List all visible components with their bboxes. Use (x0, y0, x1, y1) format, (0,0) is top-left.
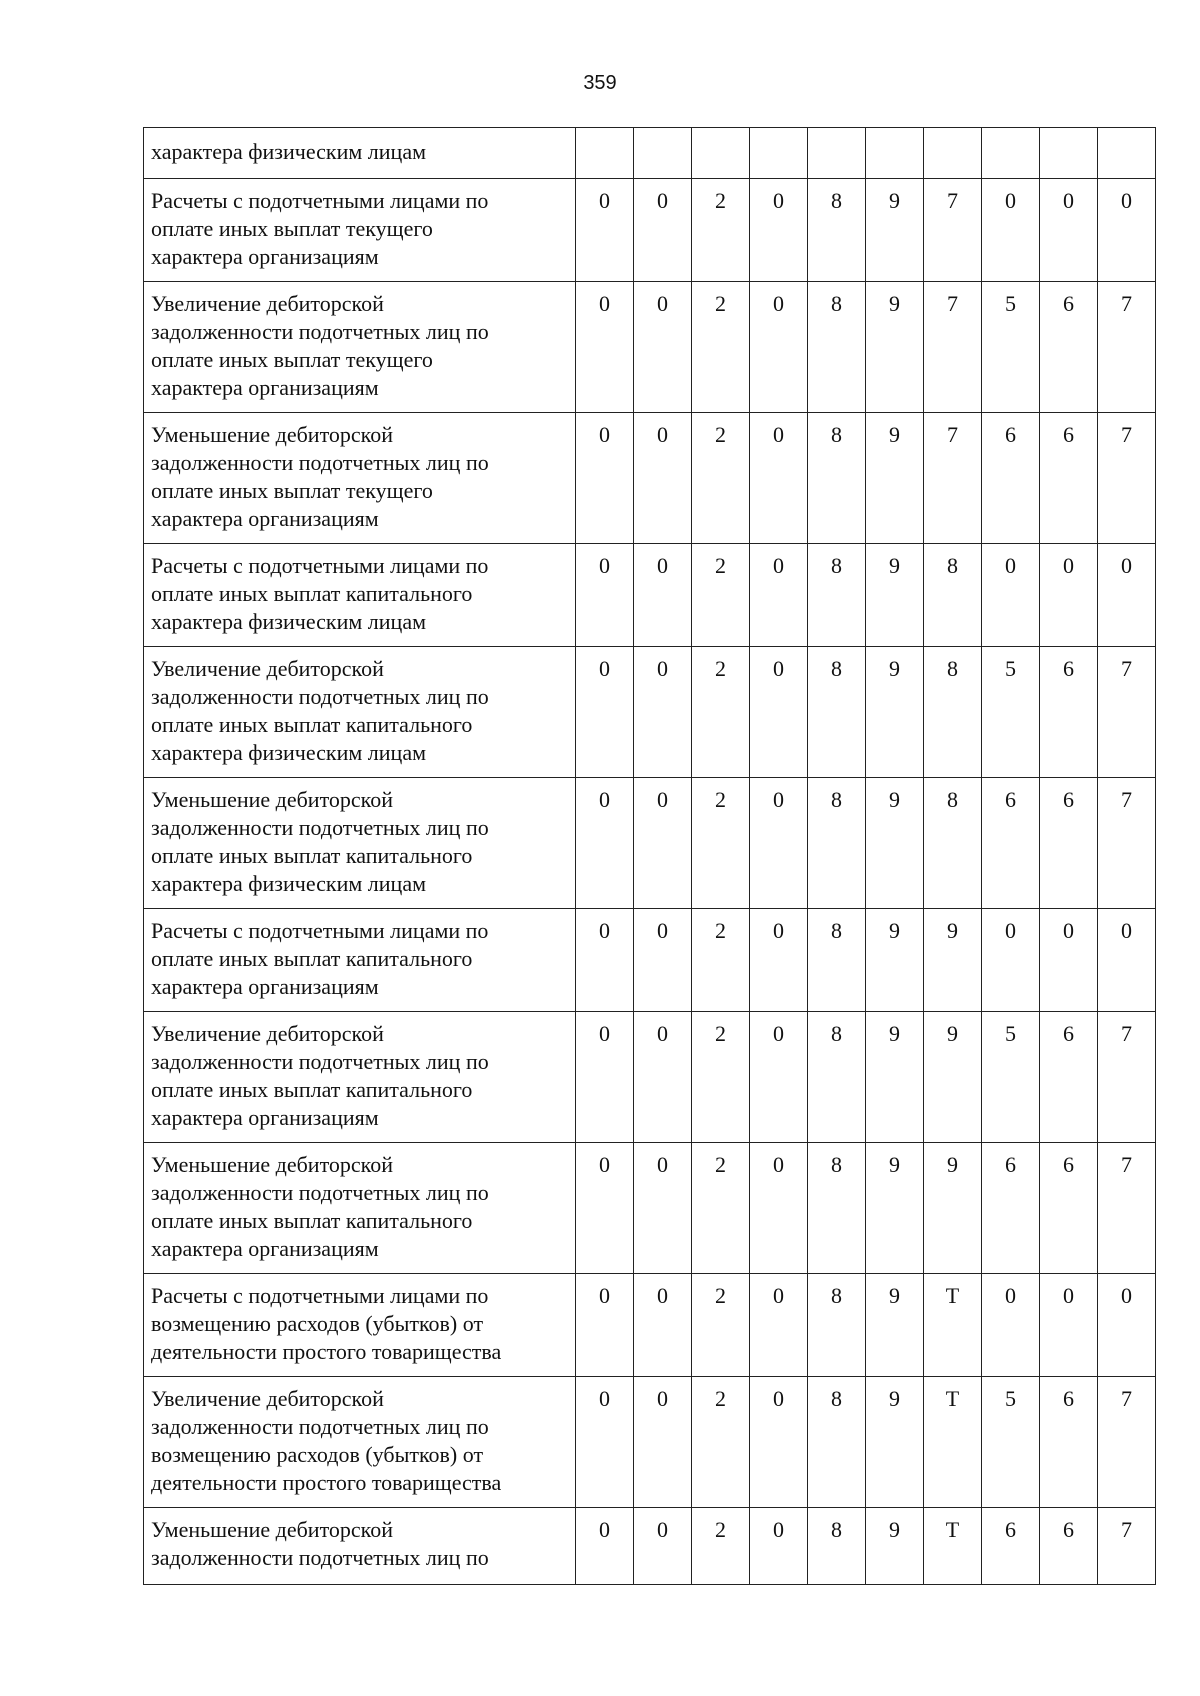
code-digit-cell: 9 (866, 1012, 924, 1143)
code-digit-cell: 6 (1040, 1508, 1098, 1585)
code-digit-cell: 0 (982, 1274, 1040, 1377)
code-digit-cell: 0 (634, 1508, 692, 1585)
code-digit-cell: 7 (1098, 282, 1156, 413)
code-digit-cell: 9 (866, 909, 924, 1012)
code-digit-cell: Т (924, 1274, 982, 1377)
description-line: оплате иных выплат капитального (151, 946, 473, 971)
account-description-cell (144, 1274, 576, 1377)
code-digit-cell: 6 (982, 778, 1040, 909)
description-line: Уменьшение дебиторской (151, 1517, 394, 1542)
code-digit-cell: 0 (576, 282, 634, 413)
code-digit-cell: 0 (750, 1274, 808, 1377)
code-digit-cell: 0 (576, 909, 634, 1012)
code-digit-cell: 0 (1098, 544, 1156, 647)
code-digit-cell: 2 (692, 647, 750, 778)
description-line: Увеличение дебиторской (151, 1021, 384, 1046)
code-digit-cell: 9 (924, 1143, 982, 1274)
code-digit-cell: 6 (1040, 413, 1098, 544)
code-digit-cell: 0 (982, 179, 1040, 282)
description-line: Увеличение дебиторской (151, 291, 384, 316)
code-digit-cell: 0 (1098, 1274, 1156, 1377)
code-digit-cell: 0 (634, 413, 692, 544)
code-digit-cell: 9 (866, 1377, 924, 1508)
code-digit-cell: 0 (634, 1143, 692, 1274)
code-digit-cell: 7 (1098, 778, 1156, 909)
code-digit-cell: 7 (1098, 647, 1156, 778)
code-digit-cell: 0 (982, 544, 1040, 647)
code-digit-cell: 0 (576, 1274, 634, 1377)
code-digit-cell: 8 (808, 909, 866, 1012)
code-digit-cell: 8 (808, 1274, 866, 1377)
account-code-table (143, 127, 1156, 1585)
code-digit-cell: 0 (750, 1012, 808, 1143)
table-row (144, 1012, 1156, 1143)
code-digit-cell: 2 (692, 778, 750, 909)
account-description-cell (144, 128, 576, 179)
account-description-cell (144, 647, 576, 778)
description-line: оплате иных выплат капитального (151, 843, 473, 868)
description-line: характера организациям (151, 506, 379, 531)
code-digit-cell: 6 (1040, 282, 1098, 413)
code-digit-cell: 0 (1098, 909, 1156, 1012)
code-digit-cell: 0 (750, 1143, 808, 1274)
description-line: возмещению расходов (убытков) от (151, 1442, 484, 1467)
description-line: характера организациям (151, 375, 379, 400)
description-line: характера организациям (151, 974, 379, 999)
table-row (144, 647, 1156, 778)
code-digit-cell: 0 (634, 1377, 692, 1508)
code-digit-cell: 0 (750, 647, 808, 778)
code-digit-cell: 8 (808, 544, 866, 647)
description-line: оплате иных выплат капитального (151, 712, 473, 737)
code-digit-cell: 9 (866, 1274, 924, 1377)
description-line: оплате иных выплат текущего (151, 478, 433, 503)
table-row (144, 1377, 1156, 1508)
code-digit-cell (982, 128, 1040, 179)
code-digit-cell: 0 (634, 909, 692, 1012)
code-digit-cell: 0 (1040, 1274, 1098, 1377)
code-digit-cell: 9 (866, 179, 924, 282)
code-digit-cell (808, 128, 866, 179)
code-digit-cell (750, 128, 808, 179)
code-digit-cell: 2 (692, 909, 750, 1012)
description-line: Увеличение дебиторской (151, 1386, 384, 1411)
account-description-cell (144, 282, 576, 413)
code-digit-cell: 0 (1040, 909, 1098, 1012)
code-digit-cell: 0 (750, 909, 808, 1012)
description-line: характера организациям (151, 1105, 379, 1130)
code-digit-cell: 0 (576, 1377, 634, 1508)
code-digit-cell: 8 (808, 413, 866, 544)
code-digit-cell: 0 (576, 1508, 634, 1585)
table-row (144, 282, 1156, 413)
code-digit-cell: 6 (1040, 647, 1098, 778)
table-row (144, 1143, 1156, 1274)
code-digit-cell: 8 (924, 647, 982, 778)
code-digit-cell: 7 (1098, 1143, 1156, 1274)
code-digit-cell: 9 (866, 1508, 924, 1585)
description-line: оплате иных выплат капитального (151, 581, 473, 606)
code-digit-cell: 5 (982, 282, 1040, 413)
description-line: оплате иных выплат текущего (151, 347, 433, 372)
code-digit-cell: 6 (982, 1143, 1040, 1274)
description-line: задолженности подотчетных лиц по (151, 815, 489, 840)
description-line: Уменьшение дебиторской (151, 787, 394, 812)
account-description-cell (144, 1377, 576, 1508)
code-digit-cell: 8 (808, 1143, 866, 1274)
code-digit-cell: 9 (866, 647, 924, 778)
description-line: Расчеты с подотчетными лицами по (151, 553, 489, 578)
code-digit-cell: 6 (1040, 1377, 1098, 1508)
description-line: возмещению расходов (убытков) от (151, 1311, 484, 1336)
code-digit-cell: 7 (924, 413, 982, 544)
table-row (144, 1508, 1156, 1585)
code-digit-cell: 8 (924, 544, 982, 647)
code-digit-cell: 0 (576, 179, 634, 282)
code-digit-cell: 0 (750, 778, 808, 909)
description-line: задолженности подотчетных лиц по (151, 1049, 489, 1074)
code-digit-cell: 2 (692, 1143, 750, 1274)
description-line: Расчеты с подотчетными лицами по (151, 188, 489, 213)
code-digit-cell: 0 (634, 282, 692, 413)
code-digit-cell: 7 (1098, 1377, 1156, 1508)
code-digit-cell: Т (924, 1508, 982, 1585)
page-number: 359 (583, 72, 617, 94)
code-digit-cell: 5 (982, 647, 1040, 778)
code-digit-cell: 0 (750, 544, 808, 647)
description-line: задолженности подотчетных лиц по (151, 684, 489, 709)
account-description-cell (144, 778, 576, 909)
code-digit-cell: 8 (808, 282, 866, 413)
code-digit-cell: 6 (1040, 778, 1098, 909)
code-digit-cell: 9 (866, 413, 924, 544)
code-digit-cell: 2 (692, 1012, 750, 1143)
description-line: характера физическим лицам (151, 609, 427, 634)
code-digit-cell: 0 (576, 778, 634, 909)
table-row (144, 544, 1156, 647)
code-digit-cell: 7 (924, 179, 982, 282)
code-digit-cell: 9 (866, 282, 924, 413)
code-digit-cell: 8 (808, 1508, 866, 1585)
code-digit-cell: 8 (808, 179, 866, 282)
code-digit-cell: 0 (750, 1508, 808, 1585)
description-line: оплате иных выплат текущего (151, 216, 433, 241)
code-digit-cell: 2 (692, 282, 750, 413)
code-digit-cell (576, 128, 634, 179)
code-digit-cell: 9 (866, 778, 924, 909)
description-line: оплате иных выплат капитального (151, 1077, 473, 1102)
code-digit-cell: 8 (808, 647, 866, 778)
table-row (144, 413, 1156, 544)
description-line: Уменьшение дебиторской (151, 1152, 394, 1177)
account-description-cell (144, 1143, 576, 1274)
code-digit-cell: 0 (634, 544, 692, 647)
code-digit-cell: 0 (1040, 544, 1098, 647)
account-description-cell (144, 909, 576, 1012)
code-digit-cell: 2 (692, 1274, 750, 1377)
code-digit-cell: 0 (634, 647, 692, 778)
code-digit-cell: 2 (692, 1508, 750, 1585)
code-digit-cell: 2 (692, 544, 750, 647)
description-line: характера организациям (151, 244, 379, 269)
description-line: задолженности подотчетных лиц по (151, 1180, 489, 1205)
code-digit-cell: 5 (982, 1012, 1040, 1143)
code-digit-cell: 0 (634, 1274, 692, 1377)
code-digit-cell: 2 (692, 1377, 750, 1508)
code-digit-cell: 0 (634, 179, 692, 282)
description-line: оплате иных выплат капитального (151, 1208, 473, 1233)
code-digit-cell: 7 (1098, 1508, 1156, 1585)
code-digit-cell: 6 (1040, 1012, 1098, 1143)
code-digit-cell: 5 (982, 1377, 1040, 1508)
code-digit-cell: 7 (924, 282, 982, 413)
account-description-cell (144, 179, 576, 282)
description-line: Уменьшение дебиторской (151, 422, 394, 447)
description-line: Увеличение дебиторской (151, 656, 384, 681)
code-digit-cell (1040, 128, 1098, 179)
description-line: характера организациям (151, 1236, 379, 1261)
code-digit-cell (1098, 128, 1156, 179)
code-digit-cell: 0 (576, 413, 634, 544)
account-code-table-body (144, 128, 1156, 1585)
code-digit-cell: 6 (982, 1508, 1040, 1585)
code-digit-cell: 7 (1098, 1012, 1156, 1143)
description-line: деятельности простого товарищества (151, 1470, 502, 1495)
code-digit-cell: 0 (982, 909, 1040, 1012)
account-description-cell (144, 1012, 576, 1143)
description-line: задолженности подотчетных лиц по (151, 1545, 489, 1570)
code-digit-cell: Т (924, 1377, 982, 1508)
table-row (144, 909, 1156, 1012)
account-description-cell (144, 413, 576, 544)
code-digit-cell: 0 (750, 282, 808, 413)
code-digit-cell: 2 (692, 413, 750, 544)
table-row (144, 128, 1156, 179)
account-description-cell (144, 544, 576, 647)
code-digit-cell: 6 (1040, 1143, 1098, 1274)
code-digit-cell: 8 (808, 1377, 866, 1508)
code-digit-cell: 0 (576, 544, 634, 647)
table-row (144, 778, 1156, 909)
description-line: Расчеты с подотчетными лицами по (151, 1283, 489, 1308)
code-digit-cell: 8 (924, 778, 982, 909)
description-line: характера физическим лицам (151, 740, 427, 765)
code-digit-cell (924, 128, 982, 179)
description-line: задолженности подотчетных лиц по (151, 1414, 489, 1439)
code-digit-cell: 0 (750, 179, 808, 282)
code-digit-cell: 6 (982, 413, 1040, 544)
code-digit-cell: 9 (866, 1143, 924, 1274)
code-digit-cell (692, 128, 750, 179)
code-digit-cell: 0 (750, 1377, 808, 1508)
code-digit-cell: 2 (692, 179, 750, 282)
table-row (144, 1274, 1156, 1377)
code-digit-cell: 0 (576, 1012, 634, 1143)
code-digit-cell: 9 (924, 1012, 982, 1143)
code-digit-cell: 0 (1040, 179, 1098, 282)
description-line: задолженности подотчетных лиц по (151, 450, 489, 475)
code-digit-cell: 7 (1098, 413, 1156, 544)
code-digit-cell: 0 (634, 778, 692, 909)
code-digit-cell: 8 (808, 1012, 866, 1143)
code-digit-cell: 8 (808, 778, 866, 909)
code-digit-cell: 9 (924, 909, 982, 1012)
description-line: характера физическим лицам (151, 139, 427, 164)
description-line: деятельности простого товарищества (151, 1339, 502, 1364)
code-digit-cell: 0 (750, 413, 808, 544)
code-digit-cell: 9 (866, 544, 924, 647)
description-line: задолженности подотчетных лиц по (151, 319, 489, 344)
code-digit-cell (866, 128, 924, 179)
table-row (144, 179, 1156, 282)
code-digit-cell: 0 (576, 647, 634, 778)
account-description-cell (144, 1508, 576, 1585)
description-line: Расчеты с подотчетными лицами по (151, 918, 489, 943)
code-digit-cell: 0 (576, 1143, 634, 1274)
code-digit-cell: 0 (1098, 179, 1156, 282)
code-digit-cell: 0 (634, 1012, 692, 1143)
code-digit-cell (634, 128, 692, 179)
description-line: характера физическим лицам (151, 871, 427, 896)
